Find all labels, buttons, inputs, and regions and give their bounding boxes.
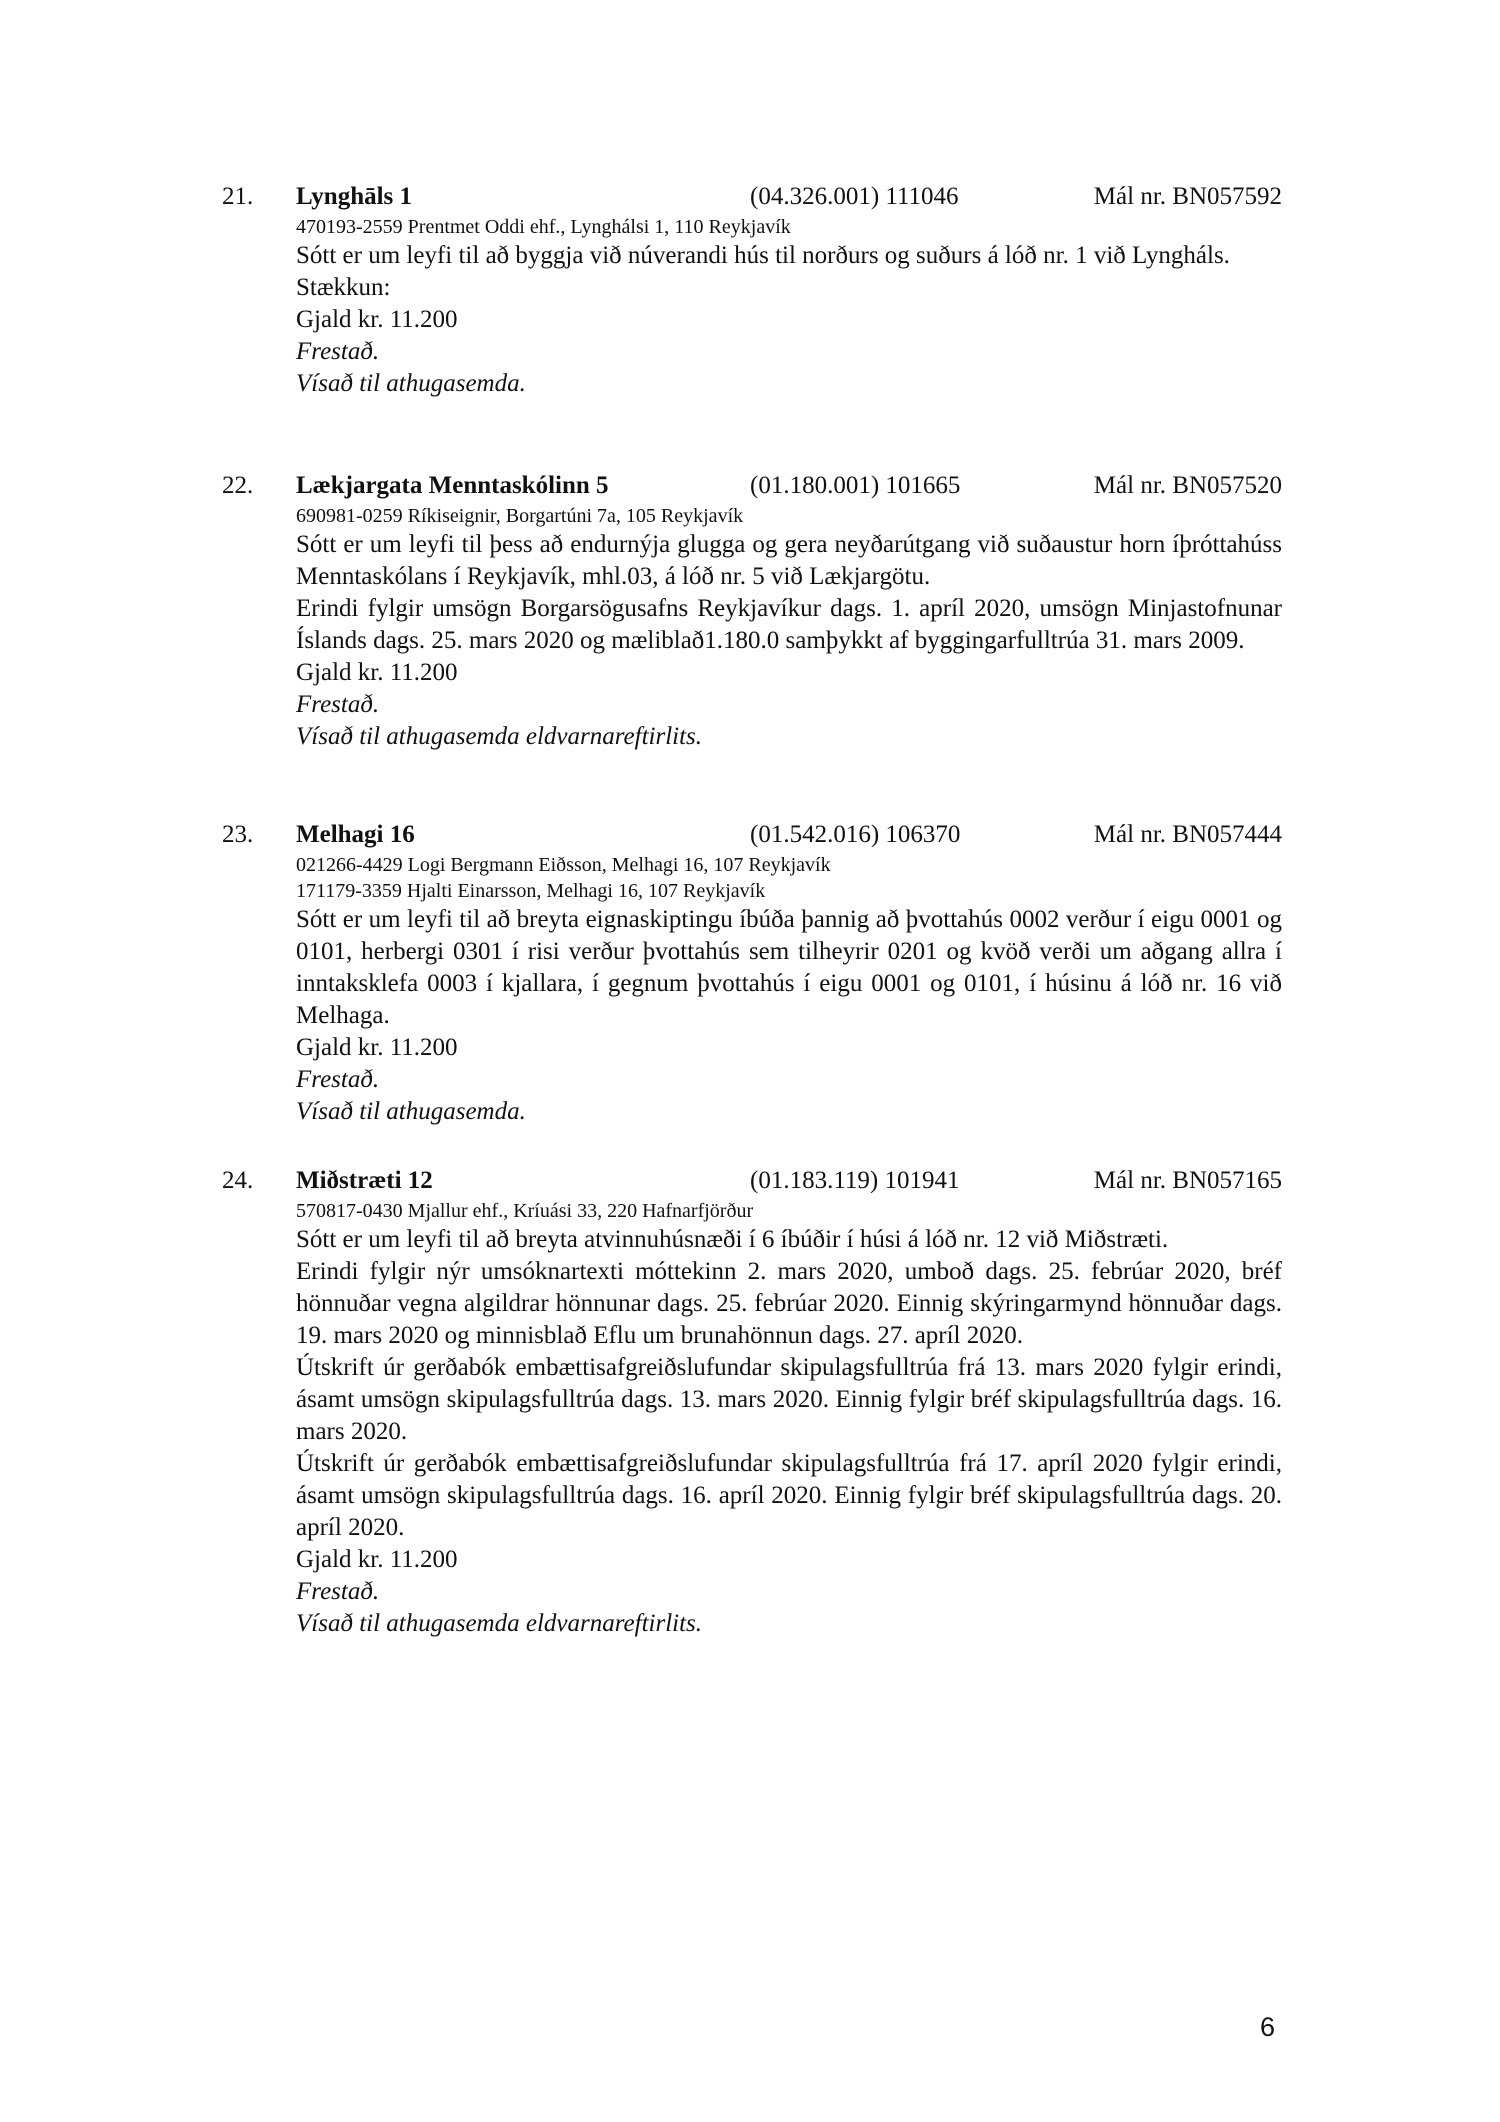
description-paragraph: Sótt er um leyfi til að byggja við núverandi hús til norðurs og suðurs á lóð nr. 1 við Lyngháls. <box>296 242 1230 269</box>
fee-line: Gjald kr. 11.200 <box>296 1546 458 1573</box>
case-entry-24 <box>222 1164 1282 1640</box>
case-entry-23 <box>222 818 1282 1128</box>
description-paragraph: Erindi fylgir umsögn Borgarsögusafns Reykjavíkur dags. 1. apríl 2020, umsögn Minjastofnunar Íslands dags. 25. mars 2020 og mæliblað1.180.0 samþykkt af byggingarfulltrúa 31. mars 2009. <box>296 595 1282 654</box>
fee-line: Gjald kr. 11.200 <box>296 1034 458 1061</box>
entry-header <box>222 469 1282 503</box>
entry-body <box>296 852 1282 1128</box>
entry-land-number: (04.326.001) 111046 <box>750 183 959 210</box>
entry-body <box>296 503 1282 753</box>
page-number: 6 <box>1260 2012 1276 2042</box>
case-entry-21 <box>222 180 1282 400</box>
applicant-line: 690981-0259 Ríkiseignir, Borgartúni 7a, 105 Reykjavík <box>296 505 744 527</box>
entry-body <box>296 214 1282 400</box>
entry-case-number: Mál nr. BN057520 <box>1093 472 1282 499</box>
applicant-line: 171179-3359 Hjalti Einarsson, Melhagi 16, 107 Reykjavík <box>296 880 766 902</box>
entry-number: 21. <box>222 183 254 210</box>
entry-address: Lynghāls 1 <box>296 183 413 210</box>
referral-line: Vísað til athugasemda. <box>296 370 526 397</box>
applicant-line: 570817-0430 Mjallur ehf., Kríuási 33, 220 Hafnarfjörður <box>296 1200 754 1222</box>
decision-line: Frestað. <box>296 1066 380 1093</box>
entry-address: Miðstræti 12 <box>296 1167 433 1194</box>
fee-line: Gjald kr. 11.200 <box>296 306 458 333</box>
entry-number: 23. <box>222 821 254 848</box>
decision-line: Frestað. <box>296 1578 380 1605</box>
entry-case-number: Mál nr. BN057444 <box>1093 821 1282 848</box>
extra-line: Stækkun: <box>296 274 391 301</box>
description-paragraph: Sótt er um leyfi til að breyta eignaskiptingu íbúða þannig að þvottahús 0002 verður í eigu 0001 og 0101, herbergi 0301 í risi verður þvottahús sem tilheyrir 0201 og kvöð verði um aðgang allra í inntaksklefa 0003 í kjallara, í gegnum þvottahús í eigu 0001 og 0101, í húsinu á lóð nr. 16 við Melhaga. <box>296 906 1282 1029</box>
description-paragraph: Sótt er um leyfi til að breyta atvinnuhúsnæði í 6 íbúðir í húsi á lóð nr. 12 við Miðstræti. <box>296 1226 1169 1253</box>
description-paragraph: Sótt er um leyfi til þess að endurnýja glugga og gera neyðarútgang við suðaustur horn íþróttahúss Menntaskólans í Reykjavík, mhl.03, á lóð nr. 5 við Lækjargötu. <box>296 531 1282 590</box>
applicant-line: 470193-2559 Prentmet Oddi ehf., Lynghálsi 1, 110 Reykjavík <box>296 216 791 238</box>
description-paragraph: Útskrift úr gerðabók embættisafgreiðslufundar skipulagsfulltrúa frá 13. mars 2020 fylgir erindi, ásamt umsögn skipulagsfulltrúa dags. 13. mars 2020. Einnig fylgir bréf skipulagsfulltrúa dags. 16. mars 2020. <box>296 1354 1282 1445</box>
entry-land-number: (01.183.119) 101941 <box>750 1167 960 1194</box>
entry-header <box>222 818 1282 852</box>
entry-case-number: Mál nr. BN057592 <box>1093 183 1282 210</box>
entry-header <box>222 180 1282 214</box>
referral-line: Vísað til athugasemda eldvarnareftirlits. <box>296 723 703 750</box>
referral-line: Vísað til athugasemda eldvarnareftirlits. <box>296 1610 703 1637</box>
case-entry-22 <box>222 469 1282 753</box>
fee-line: Gjald kr. 11.200 <box>296 659 458 686</box>
entry-header <box>222 1164 1282 1198</box>
description-paragraph: Erindi fylgir nýr umsóknartexti móttekinn 2. mars 2020, umboð dags. 25. febrúar 2020, bréf hönnuðar vegna algildrar hönnunar dags. 25. febrúar 2020. Einnig skýringarmynd hönnuðar dags. 19. mars 2020 og minnisblað Eflu um brunahönnun dags. 27. apríl 2020. <box>296 1258 1282 1349</box>
description-paragraph: Útskrift úr gerðabók embættisafgreiðslufundar skipulagsfulltrúa frá 17. apríl 2020 fylgir erindi, ásamt umsögn skipulagsfulltrúa dags. 16. apríl 2020. Einnig fylgir bréf skipulagsfulltrúa dags. 20. apríl 2020. <box>296 1450 1282 1541</box>
decision-line: Frestað. <box>296 338 380 365</box>
entry-number: 24. <box>222 1167 254 1194</box>
referral-line: Vísað til athugasemda. <box>296 1098 526 1125</box>
entry-address: Melhagi 16 <box>296 821 415 848</box>
entry-case-number: Mál nr. BN057165 <box>1093 1167 1282 1194</box>
entry-land-number: (01.542.016) 106370 <box>750 821 961 848</box>
entry-address: Lækjargata Menntaskólinn 5 <box>296 472 609 499</box>
decision-line: Frestað. <box>296 691 380 718</box>
entry-body <box>296 1198 1282 1640</box>
entry-land-number: (01.180.001) 101665 <box>750 472 961 499</box>
applicant-line: 021266-4429 Logi Bergmann Eiðsson, Melhagi 16, 107 Reykjavík <box>296 854 831 876</box>
entry-number: 22. <box>222 472 254 499</box>
